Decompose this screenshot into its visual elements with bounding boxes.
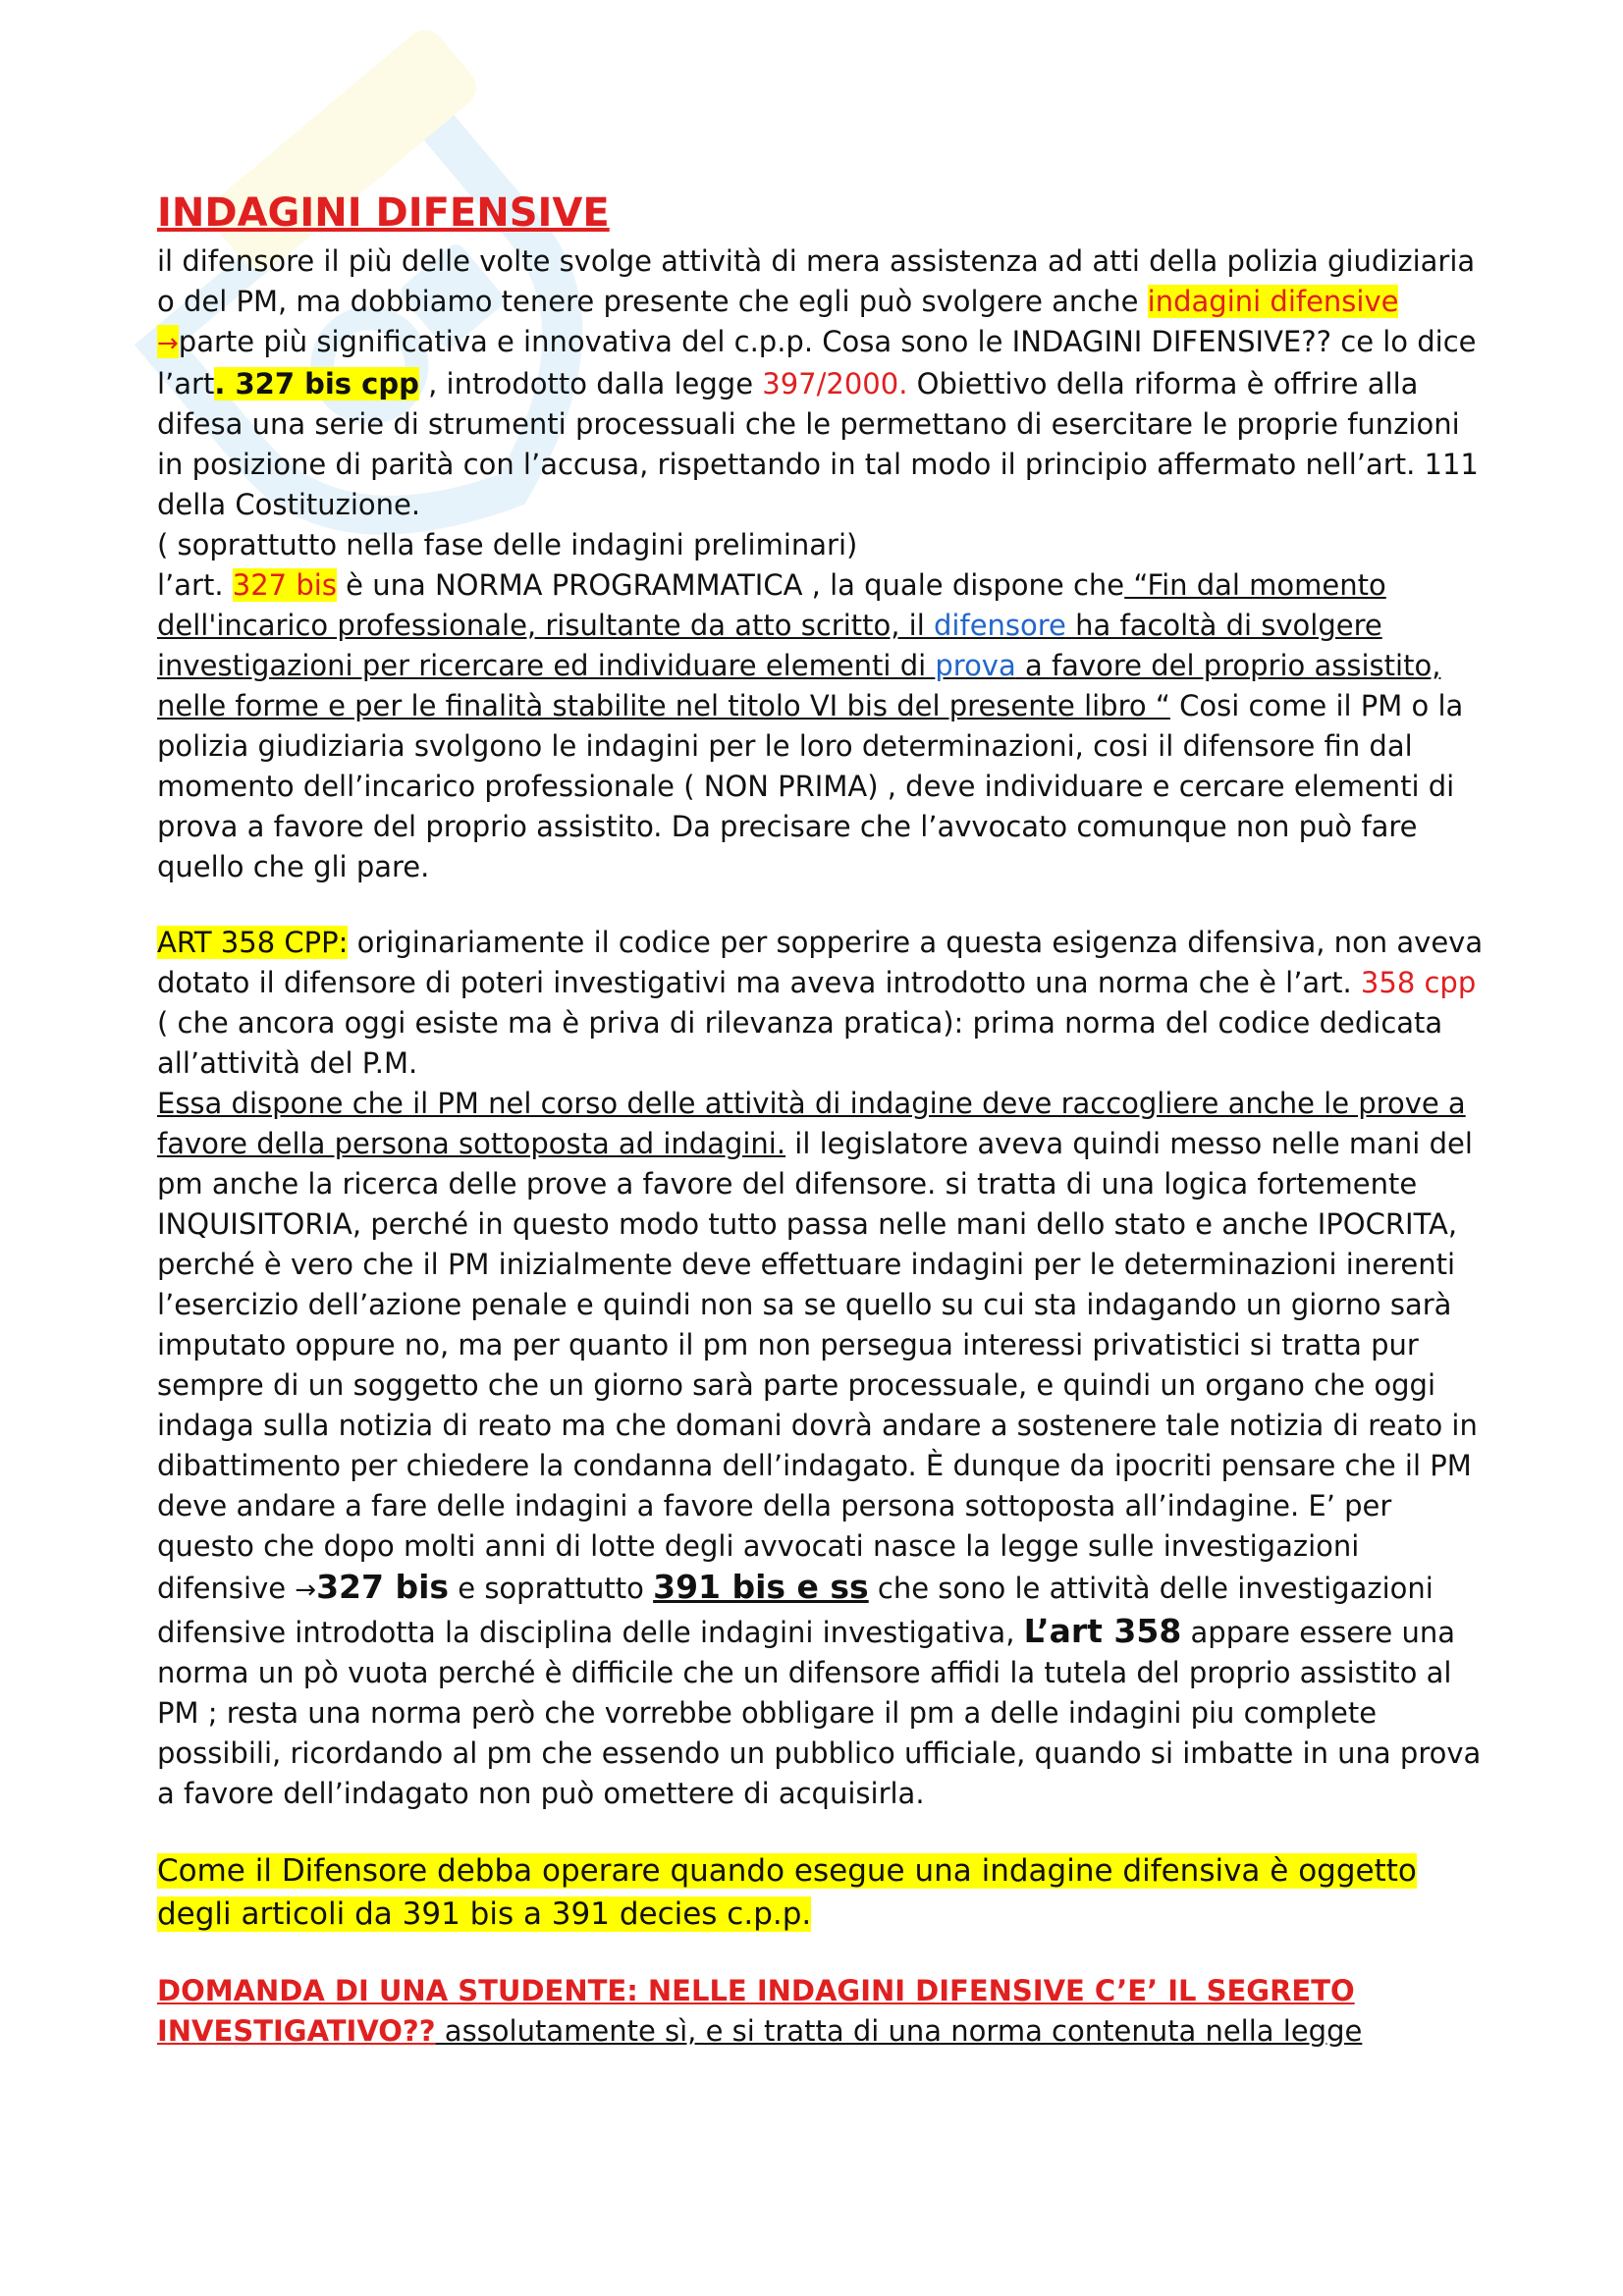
text-run: il legislatore aveva quindi messo nelle mani del pm anche la ricerca delle prove a favore del difensore. si tratta di una logica fortemente INQUISITORIA, perché in questo modo tutto passa nelle mani dello stato e anche IPOCRITA, perché è vero che il PM inizialmente deve effettuare indagini per le determinazioni inerenti l’esercizio dell’azione penale e quindi non sa se quello su cui sta indagando un giorno sarà imputato oppure no, ma per quanto il pm non persegua interessi privatistici si tratta pur sempre di un soggetto che un giorno sarà parte processuale, e quindi un organo che oggi indaga sulla notizia di reato ma che domani dovrà andare a sostenere tale notizia di reato in dibattimento per chiedere la condanna dell’indagato. È dunque da ipocriti pensare che il PM deve andare a fare delle indagini a favore della persona sottoposta all’indagine. E’ per questo che dopo molti anni di lotte degli avvocati nasce la legge sulle investigazioni difensive [157,1127,1478,1605]
highlighted-term: indagini difensive → [157,285,1399,358]
article-reference: 358 cpp [1360,966,1477,999]
paragraph-327bis [157,565,1492,887]
text-run: e soprattutto [449,1572,654,1605]
highlighted-sentence: Come il Difensore debba operare quando esegue una indagine difensiva è oggetto degli articoli da 391 bis a 391 decies c.p.p. [157,1853,1417,1932]
link-prova[interactable]: prova [935,649,1016,682]
text-run: Cosi come il PM o la polizia giudiziaria svolgono le indagini per le loro determinazioni, cosi il difensore fin dal momento dell’incarico professionale ( NON PRIMA) , deve individuare e cercare elementi di prova a favore del proprio assistito. Da precisare che l’avvocato comunque non può fare quello che gli pare. [157,689,1464,883]
answer-text: assolutamente sì, e si tratta di una norma contenuta nella legge [435,2014,1363,2048]
article-reference: 327 bis [232,568,337,602]
text-run: originariamente il codice per sopperire a questa esigenza difensiva, non aveva dotato il difensore di poteri investigativi ma aveva introdotto una norma che è l’art. [157,926,1484,999]
article-reference: 327 bis [316,1568,450,1606]
student-question: DOMANDA DI UNA STUDENTE: NELLE INDAGINI DIFENSIVE C’E’ IL SEGRETO INVESTIGATIVO?? [157,1974,1355,2048]
text-run: Obiettivo della riforma è offrire alla difesa una serie di strumenti processuali che le permettano di esercitare le proprie funzioni in posizione di parità con l’accusa, rispettando in tal modo il principio affermato nell’art. 111 della Costituzione. [157,367,1479,521]
paragraph-question [157,1971,1492,2052]
paragraph-note: ( soprattutto nella fase delle indagini preliminari) [157,528,858,561]
text-run: appare essere una norma un pò vuota perché è difficile che un difensore affidi la tutela del proprio assistito al PM ; resta una norma però che vorrebbe obbligare il pm a delle indagini piu complete possibili, ricordando al pm che essendo un pubblico ufficiale, quando si imbatte in una prova a favore dell’indagato non può omettere di acquisirla. [157,1616,1482,1810]
law-reference: 397/2000. [762,367,908,400]
paragraph-art358 [157,923,1492,1084]
text-run: il difensore il più delle volte svolge attività di mera assistenza ad atti della polizia giudiziaria o del PM, ma dobbiamo tenere presente che egli può svolgere anche [157,244,1476,318]
text-run: , introdotto dalla legge [418,367,763,400]
text-run: parte più significativa e innovativa del c.p.p. Cosa sono le INDAGINI DIFENSIVE?? ce lo dice l’art [157,325,1477,400]
paragraph-pm-duty [157,1084,1492,1814]
paragraph-intro [157,241,1492,525]
link-difensore[interactable]: difensore [934,609,1066,642]
article-reference: . 327 bis cpp [214,367,419,400]
page-title: INDAGINI DIFENSIVE [157,190,610,236]
section-label: ART 358 CPP: [157,926,349,959]
article-reference: 391 bis e ss [653,1568,869,1606]
arrow-right-icon: → [295,1575,317,1605]
text-run: l’art. [157,568,233,602]
text-run: che sono le attività delle investigazioni difensive introdotta la disciplina delle indagini investigativa, [157,1572,1434,1649]
paragraph-highlight [157,1849,1492,1936]
document-page [157,187,1492,2052]
article-reference: L’art 358 [1023,1612,1182,1650]
underlined-text: Essa dispone che il PM nel corso delle attività di indagine deve raccogliere anche le prove a favore della persona sottoposta ad indagini. [157,1087,1466,1160]
quoted-norm: “Fin dal momento dell'incarico professionale, risultante da atto scritto, il difensore ha facoltà di svolgere investigazioni per ricercare ed individuare elementi di prova a favore del proprio assistito, nelle forme e per le finalità stabilite nel titolo VI bis del presente libro “ [157,568,1441,722]
text-run: è una NORMA PROGRAMMATICA , la quale dispone che [336,568,1125,602]
arrow-right-icon: → [157,329,179,358]
text-run: ( che ancora oggi esiste ma è priva di rilevanza pratica): prima norma del codice dedicata all’attività del P.M. [157,1006,1443,1080]
